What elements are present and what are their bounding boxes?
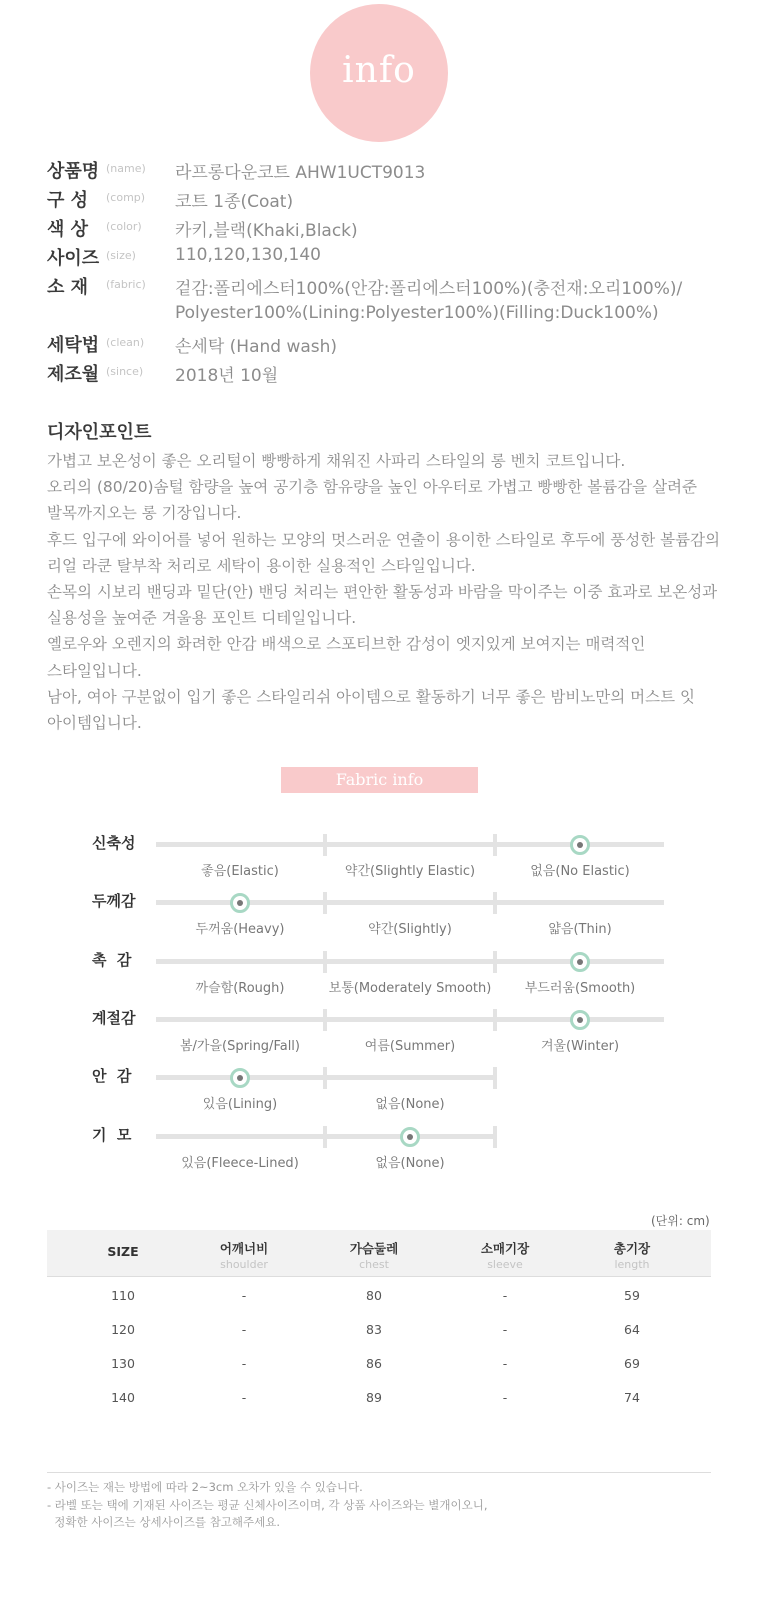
design-point-line: 리얼 라쿤 탈부착 처리로 세탁이 용이한 실용적인 스타일입니다.: [47, 556, 476, 575]
spec-value: 카키,블랙(Khaki,Black): [175, 221, 358, 241]
spec-row: [47, 360, 747, 388]
table-header-label: 총기장: [613, 1241, 651, 1256]
spec-value: 110,120,130,140: [175, 245, 322, 265]
fabric-track-tick: [493, 951, 497, 973]
fabric-track-tick: [493, 834, 497, 856]
spec-row: [47, 215, 747, 243]
table-header-label: SIZE: [107, 1244, 139, 1259]
fabric-track-tick: [323, 1126, 327, 1148]
table-cell: 86: [366, 1356, 382, 1371]
table-header-cell: [567, 1239, 697, 1271]
fabric-label: 안 감: [92, 1067, 132, 1086]
fabric-track-tick: [323, 834, 327, 856]
table-header-sublabel: chest: [359, 1258, 389, 1271]
table-header-label: 어깨너비: [219, 1241, 269, 1256]
table-cell: -: [502, 1322, 508, 1337]
table-header-sublabel: length: [614, 1258, 650, 1271]
table-header-cell: [58, 1244, 188, 1259]
spec-sub-label: (clean): [106, 336, 145, 349]
fabric-track-tick: [493, 1126, 497, 1148]
table-row: [47, 1348, 711, 1382]
design-point-line: 옐로우와 오렌지의 화려한 안감 배색으로 스포티브한 감성이 엣지있게 보여지는 매력적인: [47, 635, 646, 654]
fabric-label: 촉 감: [92, 950, 132, 969]
spec-label: 세탁법: [47, 335, 100, 356]
fabric-row: [0, 1065, 780, 1115]
design-point-line: 손목의 시보리 밴딩과 밑단(안) 밴딩 처리는 편안한 활동성과 바람을 막이주는 이중 효과로 보온성과: [47, 583, 718, 601]
fabric-option-label: 봄/가을(Spring/Fall): [179, 1038, 300, 1054]
table-cell: 110: [111, 1288, 135, 1303]
table-cell: 89: [366, 1390, 382, 1405]
fabric-track-tick: [323, 1067, 327, 1089]
table-cell: -: [241, 1390, 247, 1405]
fabric-option-label: 없음(None): [375, 1155, 445, 1171]
table-header-cell: [440, 1239, 570, 1271]
design-point-line: 실용성을 높여준 겨울용 포인트 디테일입니다.: [47, 609, 357, 628]
fabric-selected-marker: [570, 1010, 590, 1030]
fabric-info-banner: Fabric info: [281, 767, 478, 793]
fabric-option-label: 부드러움(Smooth): [524, 980, 636, 996]
fabric-option-label: 얇음(Thin): [548, 922, 612, 938]
fabric-option-label: 두꺼움(Heavy): [195, 922, 285, 938]
note-line: - 라벨 또는 택에 기재된 사이즈는 평균 신체사이즈이며, 각 상품 사이즈와는 별개이오니,: [47, 1497, 488, 1512]
fabric-option-label: 약간(Slightly): [368, 922, 452, 938]
table-cell: 64: [624, 1322, 640, 1337]
table-cell: -: [502, 1288, 508, 1303]
table-cell: 74: [624, 1390, 640, 1405]
info-badge-text: info: [342, 50, 416, 91]
spec-sub-label: (comp): [106, 191, 146, 204]
spec-value: 라프롱다운코트 AHW1UCT9013: [175, 163, 426, 183]
table-header-sublabel: shoulder: [220, 1258, 268, 1271]
table-header-label: 가슴둘레: [349, 1241, 399, 1256]
notes-divider: [47, 1472, 711, 1473]
fabric-track-tick: [493, 1009, 497, 1031]
design-point-line: 오리의 (80/20)솜털 함량을 높여 공기층 함유량을 높인 아우터로 가볍고 빵빵한 볼륨감을 살려준: [47, 478, 697, 497]
table-cell: -: [241, 1322, 247, 1337]
size-unit: (단위: cm): [651, 1214, 710, 1228]
table-cell: 140: [111, 1390, 135, 1405]
design-point-line: 남아, 여아 구분없이 입기 좋은 스타일리쉬 아이템으로 활동하기 너무 좋은 밤비노만의 머스트 잇: [47, 687, 696, 706]
fabric-option-label: 없음(No Elastic): [530, 864, 630, 879]
fabric-label: 계절감: [92, 1008, 136, 1027]
spec-label: 구 성: [47, 190, 89, 211]
spec-label: 소 재: [47, 277, 89, 298]
table-cell: -: [502, 1390, 508, 1405]
spec-row: [47, 157, 747, 185]
table-cell: 69: [624, 1356, 640, 1371]
table-row: [47, 1280, 711, 1314]
spec-value: 겉감:폴리에스터100%(안감:폴리에스터100%)(충전재:오리100%)/: [175, 279, 683, 299]
table-cell: 120: [111, 1322, 135, 1337]
table-cell: 59: [624, 1288, 640, 1303]
table-header-sublabel: sleeve: [487, 1258, 523, 1271]
fabric-option-label: 없음(None): [375, 1097, 445, 1113]
table-row: [47, 1314, 711, 1348]
fabric-option-label: 까슬함(Rough): [195, 980, 285, 996]
design-point-line: 가볍고 보온성이 좋은 오리털이 빵빵하게 채워진 사파리 스타일의 롱 벤치 코트입니다.: [47, 452, 626, 470]
fabric-option-label: 좋음(Elastic): [201, 864, 279, 879]
spec-label: 색 상: [47, 219, 89, 240]
fabric-selected-marker: [400, 1127, 420, 1147]
design-point-line: 발목까지오는 롱 기장입니다.: [47, 504, 242, 523]
spec-sub-label: (since): [106, 365, 144, 378]
table-cell: -: [241, 1356, 247, 1371]
spec-sub-label: (size): [106, 249, 136, 262]
fabric-selected-marker: [570, 952, 590, 972]
table-header-label: 소매기장: [480, 1241, 530, 1256]
table-cell: 83: [366, 1322, 382, 1337]
spec-row: [47, 273, 747, 331]
spec-label: 제조월: [47, 364, 100, 385]
fabric-option-label: 보통(Moderately Smooth): [328, 980, 492, 996]
fabric-option-label: 겨울(Winter): [540, 1038, 620, 1054]
spec-row: [47, 331, 747, 359]
spec-sub-label: (name): [106, 162, 146, 175]
design-point-line: 아이템입니다.: [47, 714, 142, 732]
table-row: [47, 1382, 711, 1416]
fabric-row: [0, 832, 780, 882]
fabric-row: [0, 890, 780, 940]
fabric-label: 신축성: [92, 834, 136, 852]
design-point-title: 디자인포인트: [47, 422, 152, 443]
fabric-track-tick: [493, 892, 497, 914]
fabric-option-label: 있음(Lining): [202, 1097, 278, 1113]
spec-value: 손세탁 (Hand wash): [175, 337, 338, 357]
design-point-line: 후드 입구에 와이어를 넣어 원하는 모양의 멋스러운 연출이 용이한 스타일로 후두에 풍성한 볼륨감의: [47, 530, 721, 549]
fabric-selected-marker: [230, 893, 250, 913]
fabric-option-label: 약간(Slightly Elastic): [344, 864, 476, 879]
spec-row: [47, 186, 747, 214]
fabric-selected-marker: [570, 835, 590, 855]
fabric-option-label: 여름(Summer): [364, 1038, 456, 1054]
info-badge: [310, 4, 448, 142]
fabric-label: 기 모: [92, 1125, 132, 1144]
table-cell: 80: [366, 1288, 382, 1303]
spec-label: 사이즈: [47, 248, 100, 269]
fabric-track-tick: [323, 892, 327, 914]
fabric-selected-marker: [230, 1068, 250, 1088]
table-header-cell: [309, 1239, 439, 1271]
table-header-cell: [179, 1239, 309, 1271]
fabric-label: 두께감: [92, 892, 136, 911]
fabric-option-label: 있음(Fleece-Lined): [181, 1155, 299, 1171]
fabric-track-tick: [323, 1009, 327, 1031]
spec-row: [47, 244, 747, 272]
spec-sub-label: (color): [106, 220, 142, 233]
table-cell: 130: [111, 1356, 135, 1371]
fabric-row: [0, 949, 780, 999]
note-line: 정확한 사이즈는 상세사이즈를 참고해주세요.: [47, 1515, 281, 1529]
fabric-track-tick: [493, 1067, 497, 1089]
fabric-row: [0, 1007, 780, 1057]
fabric-row: [0, 1124, 780, 1174]
spec-value-continued: Polyester100%(Lining:Polyester100%)(Filling:Duck100%): [175, 303, 659, 323]
fabric-track-tick: [323, 951, 327, 973]
spec-value: 코트 1종(Coat): [175, 192, 294, 212]
size-table-header: [47, 1230, 711, 1277]
spec-sub-label: (fabric): [106, 278, 146, 291]
table-cell: -: [241, 1288, 247, 1303]
table-cell: -: [502, 1356, 508, 1371]
note-line: - 사이즈는 재는 방법에 따라 2~3cm 오차가 있을 수 있습니다.: [47, 1480, 363, 1494]
design-point-line: 스타일입니다.: [47, 661, 142, 680]
spec-value: 2018년 10월: [175, 366, 279, 386]
spec-label: 상품명: [47, 161, 100, 182]
